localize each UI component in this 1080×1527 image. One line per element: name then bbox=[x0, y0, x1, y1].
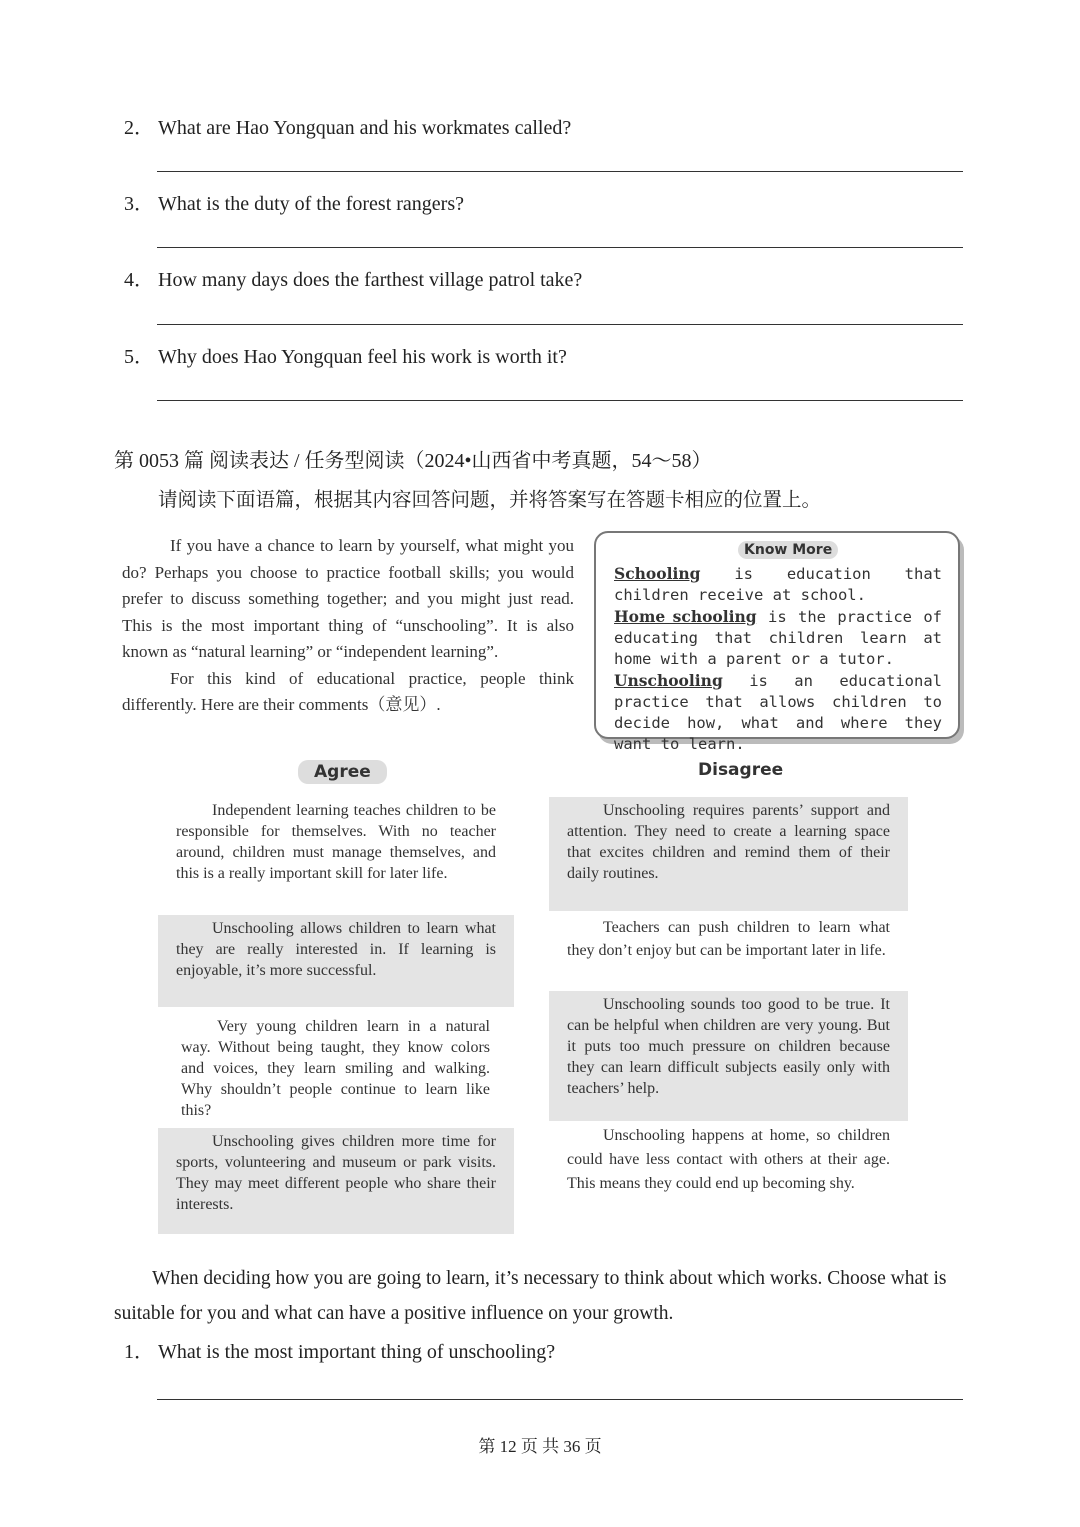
question-text: What are Hao Yongquan and his workmates called? bbox=[158, 117, 572, 139]
definition bbox=[614, 606, 942, 670]
definition bbox=[614, 563, 942, 606]
comment-text: Unschooling happens at home, so children could have less contact with others at their age. This means they could end up becoming shy. bbox=[567, 1127, 890, 1192]
definition-term: Unschooling bbox=[614, 671, 723, 690]
agree-comment bbox=[158, 797, 514, 909]
agree-heading: Agree bbox=[298, 760, 387, 784]
question-number: 3． bbox=[124, 193, 154, 215]
know-more-badge: Know More bbox=[738, 541, 838, 559]
definition bbox=[614, 670, 942, 755]
question-text: What is the duty of the forest rangers? bbox=[158, 193, 465, 215]
question-text: How many days does the farthest village patrol take? bbox=[158, 269, 583, 291]
question-number: 5． bbox=[124, 346, 154, 368]
question-3 bbox=[124, 187, 464, 216]
comment-text: Teachers can push children to learn what they don’t enjoy but can be important later in life. bbox=[567, 919, 890, 959]
question-2 bbox=[124, 111, 571, 140]
question-text: What is the most important thing of unschooling? bbox=[158, 1341, 556, 1363]
agree-comment bbox=[163, 1013, 508, 1125]
comment-text: Very young children learn in a natural way. Without being taught, they know colors and voices, they learn smiling and walking. Why shouldn’t people continue to learn like this? bbox=[181, 1018, 490, 1119]
disagree-comment bbox=[549, 1121, 908, 1223]
disagree-comment bbox=[549, 991, 908, 1121]
comment-text: Unschooling requires parents’ support and attention. They need to create a learning space that excites children and remind them of their daily routines. bbox=[567, 802, 890, 882]
intro-paragraph: For this kind of educational practice, people think differently. Here are their comments（意见）. bbox=[122, 668, 574, 714]
answer-line[interactable] bbox=[157, 1399, 963, 1400]
question-4 bbox=[124, 263, 582, 292]
agree-comment bbox=[158, 1128, 514, 1234]
intro-passage bbox=[122, 533, 574, 719]
comment-text: Independent learning teaches children to be responsible for themselves. With no teacher around, children must manage themselves, and this is a really important skill for later life. bbox=[176, 802, 496, 882]
answer-line[interactable] bbox=[157, 400, 963, 401]
question-5 bbox=[124, 340, 567, 369]
question-number: 2． bbox=[124, 117, 154, 139]
page-footer: 第 12 页 共 36 页 bbox=[478, 1437, 602, 1456]
conclusion bbox=[114, 1261, 970, 1331]
comment-text: Unschooling allows children to learn what they are really interested in. If learning is enjoyable, it’s more successful. bbox=[176, 920, 496, 979]
answer-line[interactable] bbox=[157, 324, 963, 325]
disagree-comment bbox=[549, 797, 908, 911]
intro-paragraph: If you have a chance to learn by yourself, what might you do? Perhaps you choose to practice football skills; you would prefer to discuss something together; and you might just read. This is the most important thing of “unschooling”. It is also known as “natural learning” or “independent learning”. bbox=[122, 536, 574, 661]
question-number: 1． bbox=[124, 1341, 154, 1363]
section-title: 第 0053 篇 阅读表达 / 任务型阅读（2024•山西省中考真题，54～58） bbox=[114, 450, 712, 472]
question-number: 4． bbox=[124, 269, 154, 291]
definition-term: Home schooling bbox=[614, 607, 757, 626]
section-instruction: 请阅读下面语篇，根据其内容回答问题，并将答案写在答题卡相应的位置上。 bbox=[158, 490, 822, 511]
disagree-heading: Disagree bbox=[698, 760, 784, 780]
question-text: Why does Hao Yongquan feel his work is worth it? bbox=[158, 346, 567, 368]
answer-line[interactable] bbox=[157, 247, 963, 248]
comment-text: Unschooling gives children more time for sports, volunteering and museum or park visits. They may meet different people who share their interests. bbox=[176, 1133, 496, 1213]
know-more-box bbox=[594, 531, 960, 753]
agree-comment bbox=[158, 915, 514, 1007]
question-1 bbox=[124, 1335, 555, 1364]
definition-text: is education that children receive at school. bbox=[614, 565, 942, 604]
conclusion-text: When deciding how you are going to learn, it’s necessary to think about which works. Choose what is suitable for you and what can have a positive influence on your growth. bbox=[114, 1268, 947, 1324]
know-more-body bbox=[614, 563, 942, 755]
comment-text: Unschooling sounds too good to be true. It can be helpful when children are very young. But it puts too much pressure on children because they can learn difficult subjects easily only with teachers’ help. bbox=[567, 996, 890, 1097]
answer-line[interactable] bbox=[157, 171, 963, 172]
definition-text: is an educational practice that allows children to decide how, what and where they want to learn. bbox=[614, 672, 942, 753]
definition-term: Schooling bbox=[614, 564, 701, 583]
definition-text: is the practice of educating that children learn at home with a parent or a tutor. bbox=[614, 608, 942, 668]
disagree-comment bbox=[549, 913, 908, 987]
